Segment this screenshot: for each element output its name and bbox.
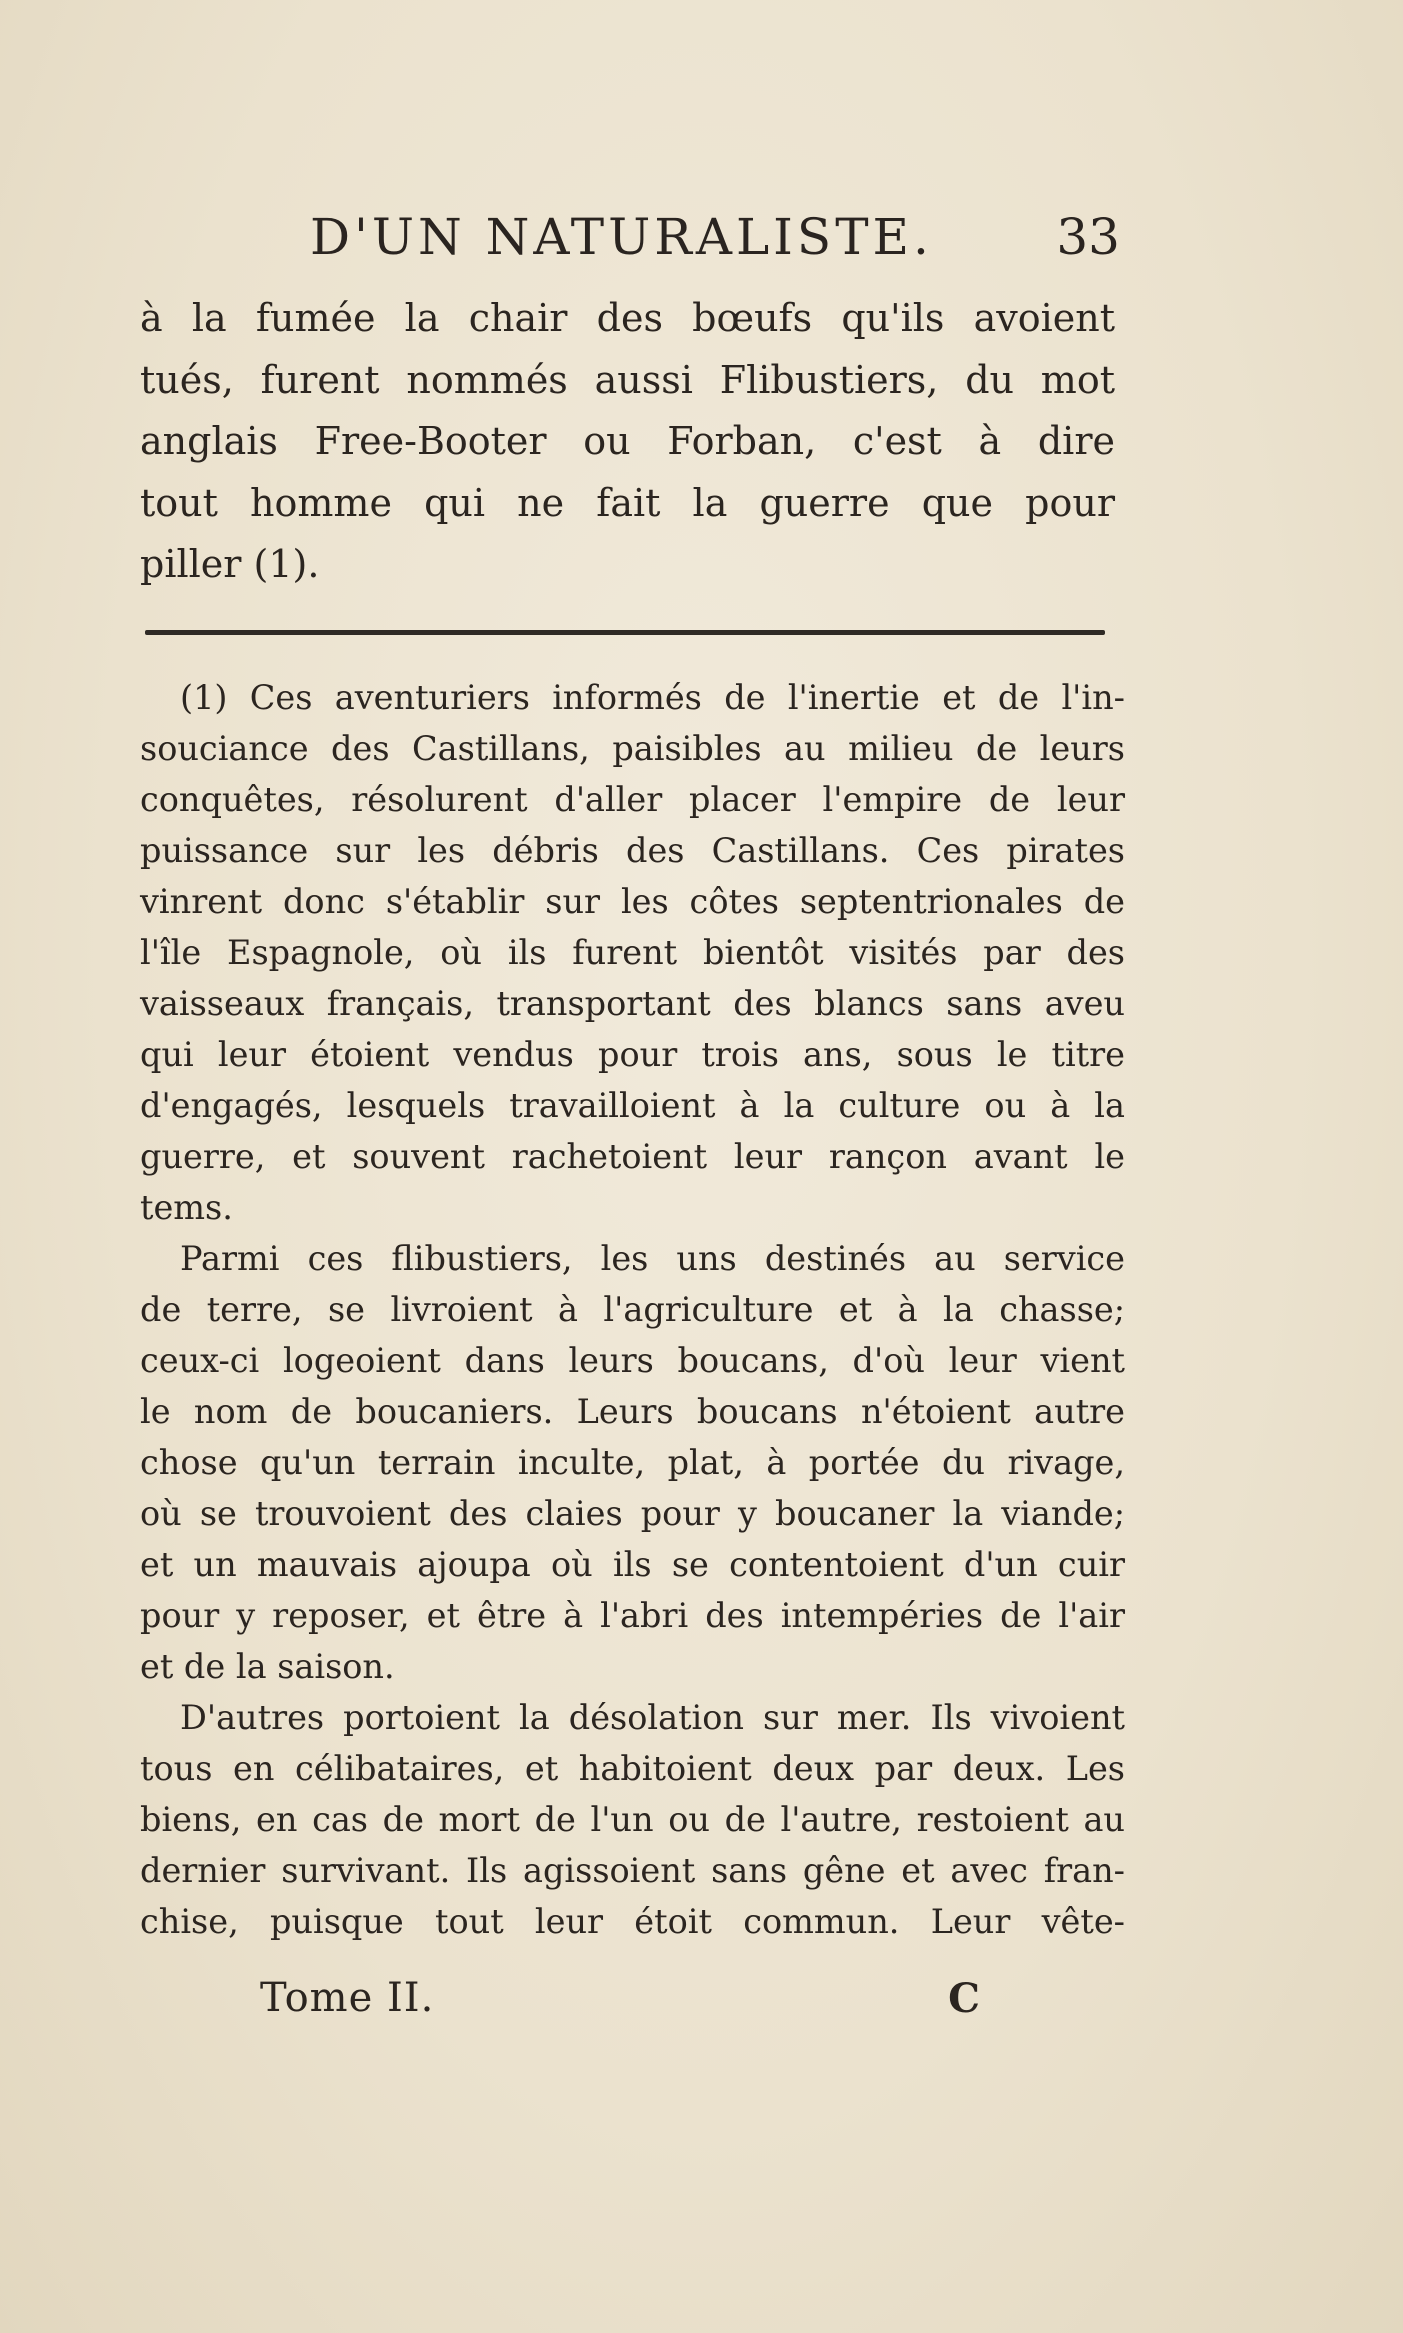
footnote-line: vaisseaux français, transportant des blancs sans aveu xyxy=(140,984,1125,1023)
footnote-line: puissance sur les débris des Castillans. Ces pirates xyxy=(140,831,1125,870)
footnote-line: biens, en cas de mort de l'un ou de l'autre, restoient au xyxy=(140,1800,1125,1839)
footnote-line: tous en célibataires, et habitoient deux par deux. Les xyxy=(140,1749,1125,1788)
text-line: tout homme qui ne fait la guerre que pour xyxy=(140,480,1115,525)
footnote-line: tems. xyxy=(140,1188,233,1227)
footnote-line: qui leur étoient vendus pour trois ans, sous le titre xyxy=(140,1035,1125,1074)
footnote-line: l'île Espagnole, où ils furent bientôt visités par des xyxy=(140,933,1125,972)
main-text xyxy=(140,288,1115,596)
footnote-line: d'engagés, lesquels travailloient à la culture ou à la xyxy=(140,1086,1125,1125)
signature-mark: C xyxy=(948,1975,980,2022)
footnote-line: D'autres portoient la désolation sur mer. Ils vivoient xyxy=(180,1698,1125,1737)
footnote-line: de terre, se livroient à l'agriculture et à la chasse; xyxy=(140,1290,1125,1329)
footnote-line: chise, puisque tout leur étoit commun. Leur vête- xyxy=(140,1902,1125,1941)
footnote-line: souciance des Castillans, paisibles au milieu de leurs xyxy=(140,729,1125,768)
footnote-line: le nom de boucaniers. Leurs boucans n'étoient autre xyxy=(140,1392,1125,1431)
footnote-line: conquêtes, résolurent d'aller placer l'empire de leur xyxy=(140,780,1125,819)
footnote-line: et de la saison. xyxy=(140,1647,395,1686)
text-line: piller (1). xyxy=(140,542,320,586)
footnote-line: et un mauvais ajoupa où ils se contentoient d'un cuir xyxy=(140,1545,1125,1584)
footnote-rule xyxy=(145,630,1105,635)
footnote-line: où se trouvoient des claies pour y boucaner la viande; xyxy=(140,1494,1125,1533)
footnote-line: ceux-ci logeoient dans leurs boucans, d'où leur vient xyxy=(140,1341,1125,1380)
text-line: tués, furent nommés aussi Flibustiers, du mot xyxy=(140,357,1115,402)
footnote xyxy=(140,672,1125,1947)
running-title: D'UN NATURALISTE. xyxy=(310,208,933,266)
footnote-line: chose qu'un terrain inculte, plat, à portée du rivage, xyxy=(140,1443,1125,1482)
footnote-line: guerre, et souvent rachetoient leur rançon avant le xyxy=(140,1137,1125,1176)
page-number: 33 xyxy=(1056,208,1120,266)
text-line: anglais Free-Booter ou Forban, c'est à dire xyxy=(140,419,1115,463)
signature: Tome II. xyxy=(260,1975,435,2021)
footnote-line: pour y reposer, et être à l'abri des intempéries de l'air xyxy=(140,1596,1125,1635)
footnote-line: vinrent donc s'établir sur les côtes septentrionales de xyxy=(140,882,1125,921)
page-footer xyxy=(260,1975,980,2035)
footnote-line: dernier survivant. Ils agissoient sans gêne et avec fran- xyxy=(140,1851,1125,1890)
page-header xyxy=(300,208,1120,278)
footnote-line: (1) Ces aventuriers informés de l'inertie et de l'in- xyxy=(180,678,1125,717)
footnote-line: Parmi ces flibustiers, les uns destinés au service xyxy=(180,1239,1125,1278)
text-line: à la fumée la chair des bœufs qu'ils avoient xyxy=(140,296,1115,340)
